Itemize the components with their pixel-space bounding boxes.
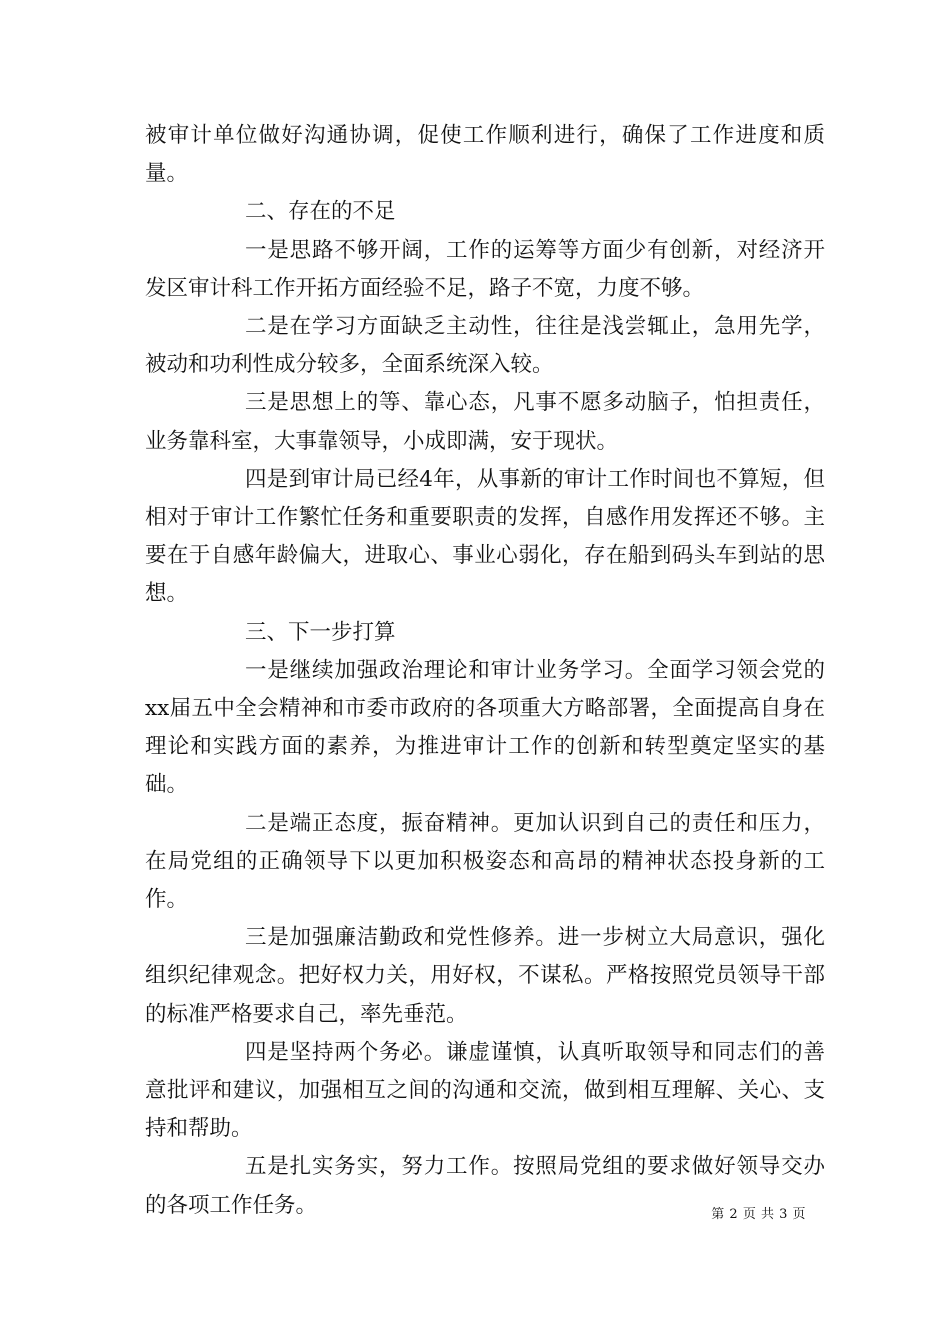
plan-item-5: 五是扎实务实，努力工作。按照局党组的要求做好领导交办的各项工作任务。 [145,1154,825,1218]
shortcoming-item-2: 二是在学习方面缺乏主动性，往往是浅尝辄止，急用先学，被动和功利性成分较多，全面系统深入较。 [145,314,825,378]
page-number-footer: 第 2 页 共 3 页 [711,1207,806,1222]
plan-item-3: 三是加强廉洁勤政和党性修养。进一步树立大局意识，强化组织纪律观念。把好权力关，用好权，不谋私。严格按照党员领导干部的标准严格要求自己，率先垂范。 [145,925,825,1027]
plan-item-1: 一是继续加强政治理论和审计业务学习。全面学习领会党的xx届五中全会精神和市委市政府的各项重大方略部署，全面提高自身在理论和实践方面的素养，为推进审计工作的创新和转型奠定坚实的基础。 [145,657,825,798]
shortcoming-item-3: 三是思想上的等、靠心态，凡事不愿多动脑子，怕担责任，业务靠科室，大事靠领导，小成即满，安于现状。 [145,390,825,454]
shortcoming-item-1: 一是思路不够开阔，工作的运筹等方面少有创新，对经济开发区审计科工作开拓方面经验不足，路子不宽，力度不够。 [145,237,825,301]
shortcoming-item-4: 四是到审计局已经4年，从事新的审计工作时间也不算短，但相对于审计工作繁忙任务和重要职责的发挥，自感作用发挥还不够。主要在于自感年龄偏大，进取心、事业心弱化，存在船到码头车到站的思想。 [145,466,825,607]
section-heading-shortcomings: 二、存在的不足 [245,199,396,225]
continuation-paragraph: 被审计单位做好沟通协调，促使工作顺利进行，确保了工作进度和质量。 [145,123,825,187]
document-body [145,117,825,1225]
plan-item-2: 二是端正态度，振奋精神。更加认识到自己的责任和压力，在局党组的正确领导下以更加积极姿态和高昂的精神状态投身新的工作。 [145,810,825,913]
section-heading-next-steps: 三、下一步打算 [245,619,396,645]
plan-item-4: 四是坚持两个务必。谦虚谨慎，认真听取领导和同志们的善意批评和建议，加强相互之间的沟通和交流，做到相互理解、关心、支持和帮助。 [145,1039,825,1142]
